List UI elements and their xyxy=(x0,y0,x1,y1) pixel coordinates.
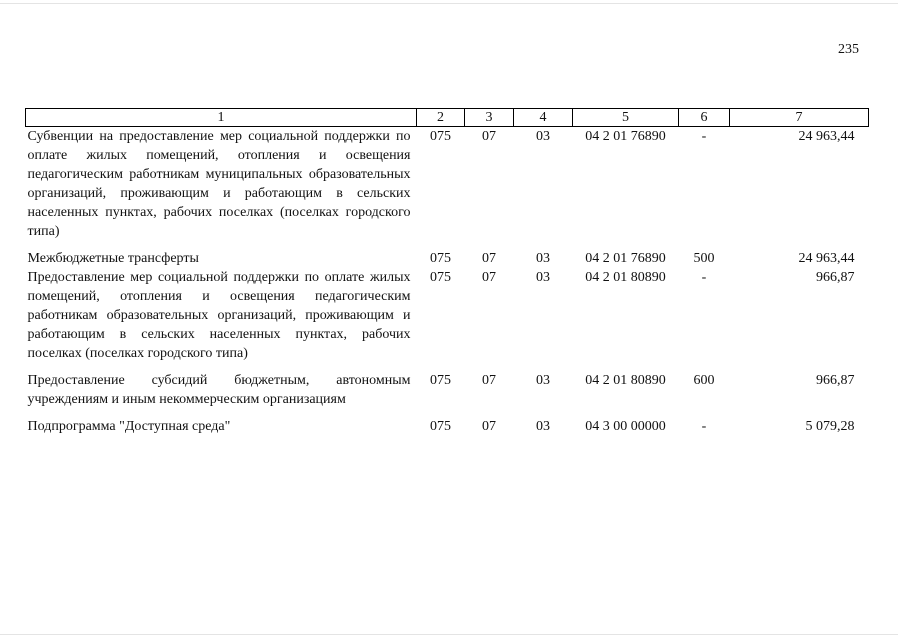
row-col-2: 075 xyxy=(430,373,451,388)
row-col-5: 04 2 01 76890 xyxy=(585,251,666,266)
header-col-4: 4 xyxy=(514,109,573,127)
budget-table xyxy=(25,108,869,436)
row-col-2: 075 xyxy=(430,251,451,266)
row-col-4: 03 xyxy=(536,270,550,285)
table-row xyxy=(26,249,869,268)
row-col-4: 03 xyxy=(536,251,550,266)
table-row xyxy=(26,371,869,417)
row-col-7: 966,87 xyxy=(816,270,855,285)
row-col-4: 03 xyxy=(536,129,550,144)
table-row xyxy=(26,417,869,436)
header-row xyxy=(26,109,869,127)
header-col-1: 1 xyxy=(26,109,417,127)
row-col-7: 24 963,44 xyxy=(798,129,855,144)
row-col-6: - xyxy=(701,129,707,144)
row-col-3: 07 xyxy=(482,373,496,388)
scan-artifact-bottom xyxy=(0,634,898,635)
scan-artifact-top xyxy=(0,3,898,4)
row-col-5: 04 2 01 76890 xyxy=(585,129,666,144)
header-col-7: 7 xyxy=(730,109,869,127)
row-col-6: 600 xyxy=(693,373,715,388)
row-name: Подпрограмма "Доступная среда" xyxy=(27,419,231,434)
row-col-5: 04 2 01 80890 xyxy=(585,270,666,285)
row-name: Предоставление мер социальной поддержки по оплате жилых помещений, отопления и освещения педагогическим работникам образовательных организаций, проживающим и работающим в сельских населенных пунктах, рабочих поселках (поселках городского типа) xyxy=(27,270,411,361)
table-row xyxy=(26,127,869,250)
row-col-2: 075 xyxy=(430,129,451,144)
row-col-7: 5 079,28 xyxy=(805,419,855,434)
row-col-6: - xyxy=(701,270,707,285)
header-col-6: 6 xyxy=(679,109,730,127)
header-col-3: 3 xyxy=(465,109,514,127)
row-name: Межбюджетные трансферты xyxy=(27,251,199,266)
row-col-4: 03 xyxy=(536,373,550,388)
row-col-3: 07 xyxy=(482,419,496,434)
row-name: Субвенции на предоставление мер социальной поддержки по оплате жилых помещений, отопления и освещения педагогическим работникам муниципальных образовательных организаций, проживающим и работающим в сельских населенных пунктах, рабочих поселках (поселках городского типа) xyxy=(27,129,411,239)
header-col-2: 2 xyxy=(417,109,465,127)
row-col-2: 075 xyxy=(430,270,451,285)
row-col-6: 500 xyxy=(693,251,715,266)
row-col-4: 03 xyxy=(536,419,550,434)
header-col-5: 5 xyxy=(573,109,679,127)
row-name: Предоставление субсидий бюджетным, автономным учреждениям и иным некоммерческим организациям xyxy=(27,373,411,407)
row-col-3: 07 xyxy=(482,270,496,285)
page-number: 235 xyxy=(838,42,859,57)
row-col-5: 04 2 01 80890 xyxy=(585,373,666,388)
row-col-3: 07 xyxy=(482,251,496,266)
row-col-7: 24 963,44 xyxy=(798,251,855,266)
row-col-3: 07 xyxy=(482,129,496,144)
table-row xyxy=(26,268,869,371)
row-col-2: 075 xyxy=(430,419,451,434)
row-col-7: 966,87 xyxy=(816,373,855,388)
row-col-5: 04 3 00 00000 xyxy=(585,419,666,434)
row-col-6: - xyxy=(701,419,707,434)
